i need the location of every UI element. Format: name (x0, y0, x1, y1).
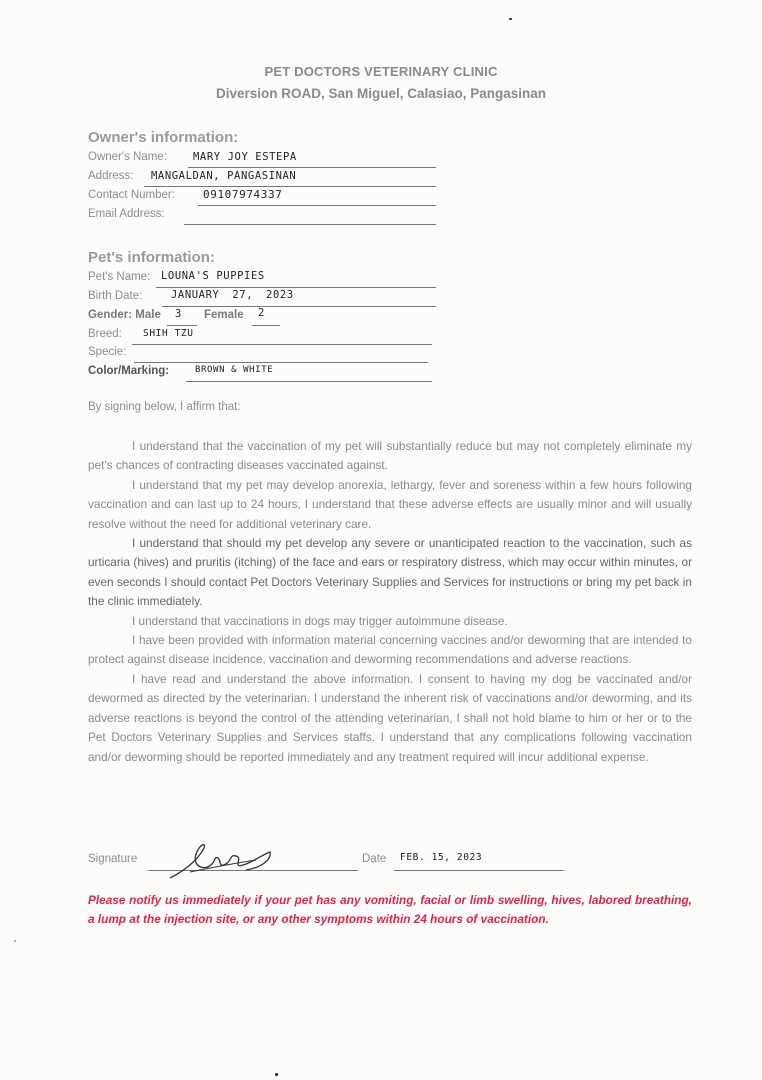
pet-female-label: Female (204, 309, 244, 321)
clinic-address: Diversion ROAD, San Miguel, Calasiao, Pangasinan (215, 86, 547, 101)
pet-female-field[interactable] (252, 309, 280, 326)
date-value: FEB. 15, 2023 (400, 852, 483, 863)
pet-specie-row (88, 346, 126, 364)
pet-color-value: BROWN & WHITE (195, 365, 274, 375)
owner-name-value: MARY JOY ESTEPA (193, 151, 297, 163)
pet-female-row (204, 309, 244, 327)
consent-paragraph: I have been provided with information material concerning vaccines and/or deworming that are intended to protect against disease incidence, vaccination and deworming recommendations and adverse reactions. (88, 633, 692, 667)
consent-paragraphs (88, 437, 692, 767)
pet-birth-row (88, 290, 142, 308)
owner-email-field[interactable] (184, 208, 436, 225)
consent-intro: By signing below, I affirm that: (88, 401, 241, 413)
scan-speck (14, 940, 16, 942)
owner-address-label: Address: (88, 170, 134, 182)
pet-gender-row (88, 309, 161, 327)
owner-email-row (88, 208, 165, 226)
pet-breed-row (88, 328, 122, 346)
post-vaccination-notice: Please notify us immediately if your pet has any vomiting, facial or limb swelling, hives, labored breathing, a lump at the injection site, or any other symptoms within 24 hours of vaccination. (88, 893, 692, 927)
pet-color-row (88, 365, 169, 383)
pet-name-value: LOUNA'S PUPPIES (161, 270, 265, 282)
owner-address-value: MANGALDAN, PANGASINAN (151, 170, 297, 182)
clinic-name: PET DOCTORS VETERINARY CLINIC (264, 64, 498, 79)
pet-color-label: Color/Marking: (88, 365, 170, 377)
pet-name-row (88, 271, 150, 289)
consent-paragraph: I understand that should my pet develop any severe or unanticipated reaction to the vaccination, such as urticaria (hives) and pruritis (itching) of the face and ears or respiratory distress, which may occur within minutes, or even seconds I should contact Pet Doctors Veterinary Supplies and Services for instructions or bring my pet back in the clinic immediately. (88, 536, 692, 609)
owner-name-row (88, 151, 167, 169)
pet-breed-label: Breed: (88, 328, 122, 340)
owner-address-row (88, 170, 133, 188)
pet-specie-field[interactable] (134, 346, 428, 363)
owner-email-label: Email Address: (88, 208, 165, 220)
pet-name-label: Pet's Name: (88, 271, 151, 283)
owner-name-label: Owner's Name: (88, 151, 167, 163)
consent-paragraph: I understand that vaccinations in dogs may trigger autoimmune disease. (132, 613, 508, 628)
owner-contact-value: 09107974337 (203, 188, 283, 201)
consent-paragraph: I have read and understand the above information. I consent to having my dog be vaccinated and/or dewormed as directed by the veterinarian. I understand the inherent risk of vaccinations and/or deworming, and its adverse reactions is beyond the control of the attending veterinarian, I shall not hold blame to him or her or to the Pet Doctors Veterinary Supplies and Services staffs. I understand that any complications following vaccination and/or deworming should be reported immediately and any treatment required will incur additional expense. (88, 671, 692, 764)
signature-row (88, 853, 137, 865)
consent-paragraph: I understand that the vaccination of my pet will substantially reduce but may not completely eliminate my pet's chances of contracting diseases vaccinated against. (88, 439, 692, 473)
pet-birth-label: Birth Date: (88, 290, 143, 302)
owner-section-title: Owner's information: (88, 129, 239, 146)
scan-speck (509, 18, 512, 20)
owner-contact-row (88, 189, 175, 207)
scan-speck (275, 1073, 278, 1076)
date-row (362, 853, 386, 871)
handwritten-signature (160, 838, 280, 886)
pet-female-value: 2 (258, 307, 265, 319)
owner-contact-label: Contact Number: (88, 189, 175, 201)
pet-specie-label: Specie: (88, 346, 127, 358)
consent-paragraph: I understand that my pet may develop anorexia, lethargy, fever and soreness within a few hours following vaccination and can last up to 24 hours, I understand that these adverse effects are usually minor and will usually resolve without the need for additional veterinary care. (88, 477, 692, 531)
pet-gender-label: Gender: Male (88, 309, 161, 321)
pet-section-title: Pet's information: (88, 249, 215, 266)
date-label: Date (362, 853, 387, 865)
pet-male-field[interactable] (167, 309, 197, 326)
pet-birth-value: JANUARY 27, 2023 (171, 289, 294, 301)
signature-label: Signature (88, 853, 138, 865)
pet-male-value: 3 (175, 308, 182, 320)
pet-breed-value: SHIH TZU (143, 328, 194, 339)
